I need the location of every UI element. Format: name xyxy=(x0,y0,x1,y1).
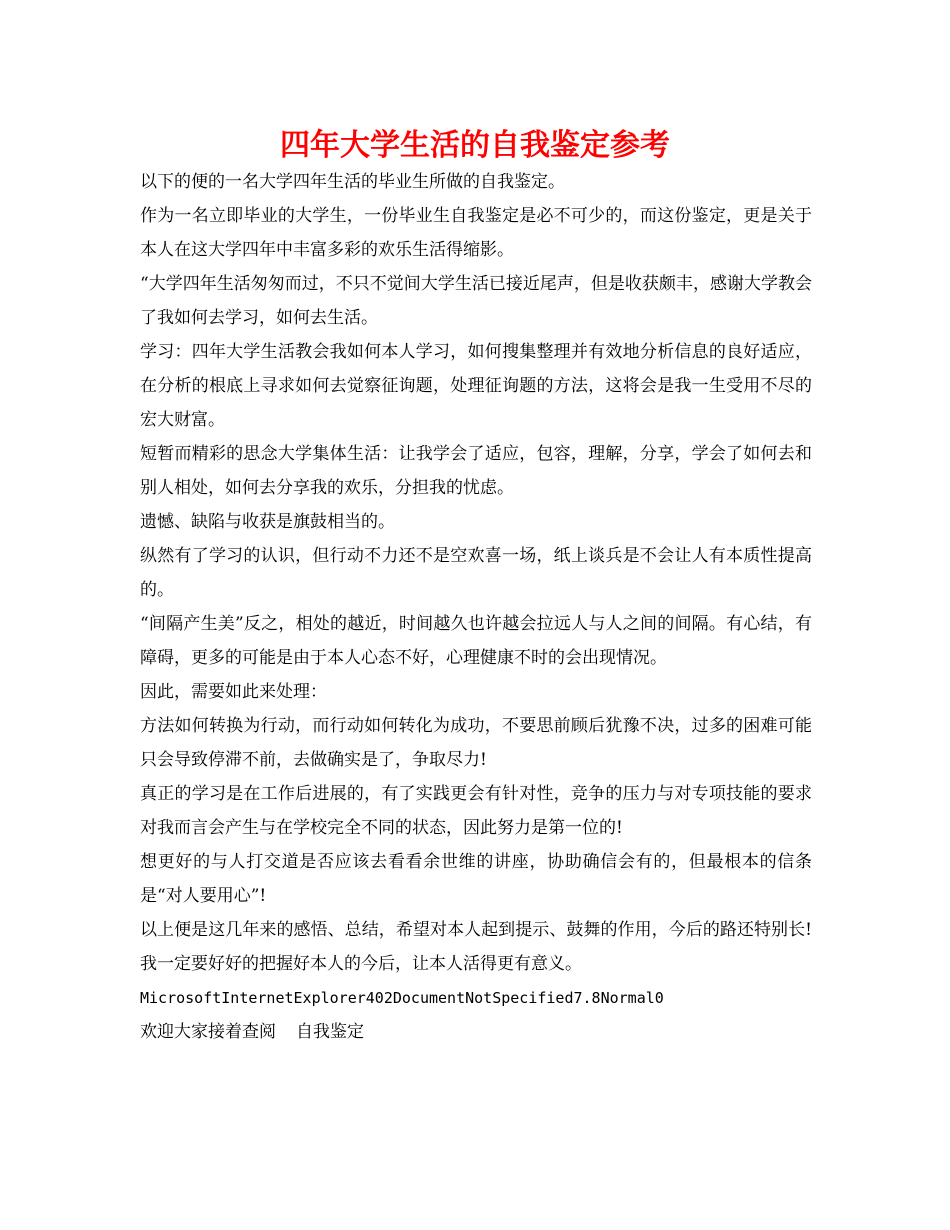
footer-prefix: 欢迎大家接着查阅 xyxy=(140,1022,276,1042)
paragraph: 想更好的与人打交道是否应该去看看余世维的讲座，协助确信会有的，但最根本的信条是“对人要用心”! xyxy=(140,852,812,906)
paragraph: 短暂而精彩的思念大学集体生活：让我学会了适应，包容，理解，分享，学会了如何去和别人相处，如何去分享我的欢乐，分担我的忧虑。 xyxy=(140,444,812,498)
paragraph: 以上便是这几年来的感悟、总结，希望对本人起到提示、鼓舞的作用，今后的路还特别长!我一定要好好的把握好本人的今后，让本人活得更有意义。 xyxy=(140,920,812,974)
document-body xyxy=(140,165,812,1049)
paragraph: 因此，需要如此来处理： xyxy=(140,682,327,702)
paragraph: “间隔产生美”反之，相处的越近，时间越久也许越会拉远人与人之间的间隔。有心结，有障碍，更多的可能是由于本人心态不好，心理健康不时的会出现情况。 xyxy=(140,614,812,668)
paragraph: 真正的学习是在工作后进展的，有了实践更会有针对性，竞争的压力与对专项技能的要求对我而言会产生与在学校完全不同的状态，因此努力是第一位的! xyxy=(140,784,812,838)
paragraph: “大学四年生活匆匆而过，不只不觉间大学生活已接近尾声，但是收获颇丰，感谢大学教会了我如何去学习，如何去生活。 xyxy=(140,274,812,328)
footer-line xyxy=(140,1015,812,1049)
metadata-line: MicrosoftInternetExplorer402DocumentNotSpecified7.8Normal0 xyxy=(140,989,664,1007)
paragraph: 遗憾、缺陷与收获是旗鼓相当的。 xyxy=(140,512,395,532)
paragraph: 方法如何转换为行动，而行动如何转化为成功，不要思前顾后犹豫不决，过多的困难可能只会导致停滞不前，去做确实是了，争取尽力! xyxy=(140,716,812,770)
document-title: 四年大学生活的自我鉴定参考 xyxy=(280,128,670,163)
paragraph: 以下的便的一名大学四年生活的毕业生所做的自我鉴定。 xyxy=(140,172,565,192)
footer-link[interactable]: 自我鉴定 xyxy=(296,1022,364,1042)
paragraph: 纵然有了学习的认识，但行动不力还不是空欢喜一场，纸上谈兵是不会让人有本质性提高的。 xyxy=(140,546,812,600)
paragraph: 学习：四年大学生活教会我如何本人学习，如何搜集整理并有效地分析信息的良好适应，在分析的根底上寻求如何去觉察征询题，处理征询题的方法，这将会是我一生受用不尽的宏大财富。 xyxy=(140,342,812,430)
paragraph: 作为一名立即毕业的大学生，一份毕业生自我鉴定是必不可少的，而这份鉴定，更是关于本人在这大学四年中丰富多彩的欢乐生活得缩影。 xyxy=(140,206,812,260)
